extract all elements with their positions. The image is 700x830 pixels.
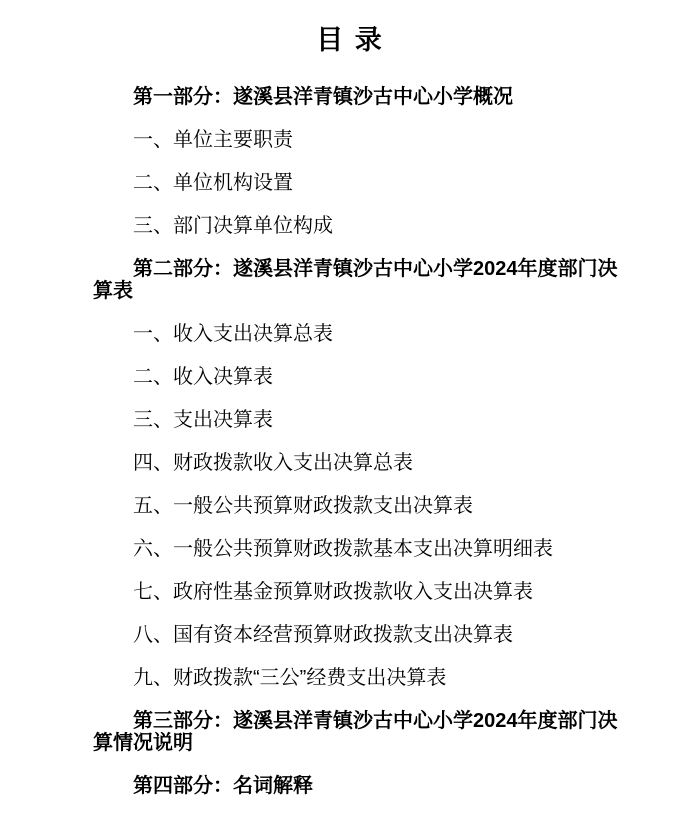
toc-item: 一、收入支出决算总表 <box>133 323 333 345</box>
toc-item: 一、单位主要职责 <box>133 129 293 151</box>
toc-item: 七、政府性基金预算财政拨款收入支出决算表 <box>133 581 533 603</box>
toc-section-heading-part1: 第一部分：遂溪县洋青镇沙古中心小学概况 <box>133 86 513 108</box>
toc-item: 八、国有资本经营预算财政拨款支出决算表 <box>133 624 513 646</box>
toc-item: 二、收入决算表 <box>133 366 273 388</box>
page-title: 目 录 <box>316 25 384 55</box>
toc-item: 六、一般公共预算财政拨款基本支出决算明细表 <box>133 538 553 560</box>
toc-item: 三、支出决算表 <box>133 409 273 431</box>
toc-item: 四、财政拨款收入支出决算总表 <box>133 452 413 474</box>
toc-section-heading-part4: 第四部分：名词解释 <box>133 775 313 797</box>
toc-section-heading-part2: 第二部分：遂溪县洋青镇沙古中心小学2024年度部门决算表 <box>93 258 618 302</box>
table-of-contents <box>93 55 621 797</box>
toc-item: 五、一般公共预算财政拨款支出决算表 <box>133 495 473 517</box>
toc-section-heading-part3: 第三部分：遂溪县洋青镇沙古中心小学2024年度部门决算情况说明 <box>93 710 618 754</box>
toc-item: 九、财政拨款“三公”经费支出决算表 <box>133 667 447 689</box>
toc-item: 二、单位机构设置 <box>133 172 293 194</box>
toc-item: 三、部门决算单位构成 <box>133 215 333 237</box>
